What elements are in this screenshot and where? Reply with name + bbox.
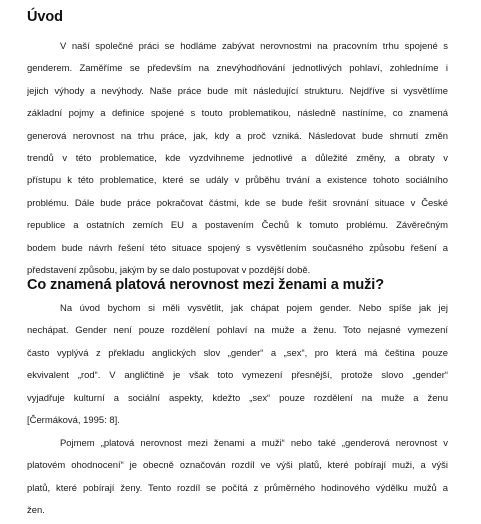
text-line: přístupu k této problematice, které se udály v průběhu trvání a existence tohoto sociálního bbox=[27, 175, 448, 187]
paragraph-pay-gap-definition bbox=[27, 433, 448, 523]
section-heading-platova-nerovnost: Co znamená platová nerovnost mezi ženami a muži? bbox=[27, 277, 384, 293]
text-line: trendů v této problematice, kde vyzdvihneme jednotlivé a důležité změny, a obraty v bbox=[27, 152, 448, 164]
text-line: představení způsobu, jakým by se dalo postupovat v pozdější době. bbox=[27, 264, 311, 276]
text-line: republice a ostatních zemích EU a postavením Čechů k tomuto problému. Závěrečným bbox=[27, 220, 448, 232]
text-line: generová nerovnost na trhu práce, jak, kdy a proč vzniká. Následovat bude shrnutí změn bbox=[27, 130, 448, 142]
text-line: bodem bude návrh řešení této situace spojený s vysvětlením současného způsobu řešení a bbox=[27, 242, 448, 254]
text-line: platovém ohodnocení“ je obecně označován rozdíl ve výši platů, které pobírají muži, a výši bbox=[27, 460, 448, 472]
section-heading-uvod: Úvod bbox=[27, 9, 63, 25]
text-line: základní pojmy a definice spojené s touto problematikou, následně nastíníme, co znamená bbox=[27, 108, 448, 120]
text-line: [Čermáková, 1995: 8]. bbox=[27, 414, 120, 426]
text-line: Pojmem „platová nerovnost mezi ženami a muži“ nebo také „genderová nerovnost v bbox=[60, 438, 448, 449]
text-line: problému. Dále bude práce pokračovat částmi, kde se bude řešit srovnání situace v České bbox=[27, 197, 448, 209]
paragraph-intro bbox=[27, 36, 448, 282]
text-line: žen. bbox=[27, 505, 45, 517]
text-line: jejich výhody a nevýhody. Naše práce bude mít následující strukturu. Nejdříve si vysvětlíme bbox=[27, 85, 448, 97]
text-line: často vyplývá z překladu anglických slov „gender“ a „sex“, pro která má čeština pouze bbox=[27, 347, 448, 359]
text-line: genderem. Zaměříme se především na znevýhodňování jednotlivých pohlaví, zohledníme i bbox=[27, 63, 448, 75]
text-line: nechápat. Gender není pouze rozdělení pohlaví na muže a ženu. Toto nejasné vymezení bbox=[27, 325, 448, 337]
text-line: platů, které pobírají ženy. Tento rozdíl se počítá z průměrného hodinového výdělku mužů a bbox=[27, 482, 448, 494]
text-line: vyjadřuje kulturní a sociální aspekty, kdežto „sex“ pouze rozdělení na muže a ženu bbox=[27, 392, 448, 404]
paragraph-gender-definition bbox=[27, 298, 448, 432]
text-line: V naší společné práci se hodláme zabývat nerovnostmi na pracovním trhu spojené s bbox=[60, 41, 448, 52]
text-line: ekvivalent „rod“. V angličtině je však toto vymezení přesnější, protože slovo „gender“ bbox=[27, 370, 448, 382]
text-line: Na úvod bychom si měli vysvětlit, jak chápat pojem gender. Nebo spíše jak jej bbox=[60, 303, 448, 314]
